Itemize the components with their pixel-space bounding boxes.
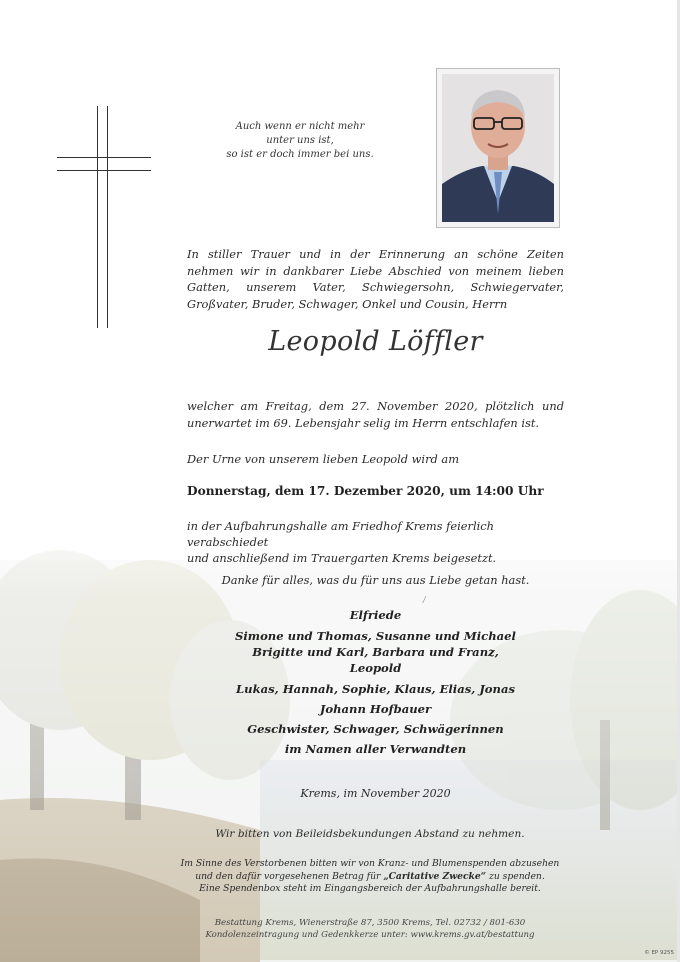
death-notice: welcher am Freitag, dem 27. November 2020, plötzlich und unerwartet im 69. Lebensjahr selig im Herrn entschlafen ist. xyxy=(187,399,564,430)
donation-line: Im Sinne des Verstorbenen bitten wir von Kranz- und Blumenspenden abzusehen xyxy=(180,858,560,869)
memorial-motto xyxy=(200,120,400,162)
condolence-website: Kondolenzeintragung und Gedenkkerze unter: www.krems.gv.at/bestattung xyxy=(205,930,535,940)
donation-note xyxy=(130,858,610,896)
small-mark: / xyxy=(423,595,426,604)
portrait-photo xyxy=(442,74,554,222)
urn-notice: Der Urne von unserem lieben Leopold wird am xyxy=(187,452,460,466)
ceremony-location-line: in der Aufbahrungshalle am Friedhof Krems feierlich verabschiedet xyxy=(187,519,494,549)
funeral-home-address: Bestattung Krems, Wienerstraße 87, 3500 Krems, Tel. 02732 / 801-630 xyxy=(214,918,526,928)
mourner-children: Leopold xyxy=(349,661,402,675)
motto-line: unter uns ist, xyxy=(266,135,334,146)
motto-line: Auch wenn er nicht mehr xyxy=(235,121,365,132)
thanks-line: Danke für alles, was du für uns aus Liebe getan hast. xyxy=(221,573,530,587)
place-date: Krems, im November 2020 xyxy=(300,787,451,800)
deceased-name: Leopold Löffler xyxy=(268,326,483,357)
mourner-father-in-law: Johann Hofbauer xyxy=(319,702,432,716)
mourner-spouse: Elfriede xyxy=(349,608,402,622)
charity-purpose: „Caritative Zwecke“ xyxy=(383,870,487,882)
mourner-children: Brigitte und Karl, Barbara und Franz, xyxy=(252,645,499,659)
cross-vertical-bar xyxy=(97,106,108,328)
mourner-grandchildren: Lukas, Hannah, Sophie, Klaus, Elias, Jonas xyxy=(235,682,516,696)
donation-line: und den dafür vorgesehenen Betrag für „Caritative Zwecke“ zu spenden. xyxy=(195,870,545,882)
print-code: © EP 9255 xyxy=(644,950,674,956)
mourner-siblings: Geschwister, Schwager, Schwägerinnen xyxy=(247,722,504,736)
donation-line: Eine Spendenbox steht im Eingangsbereich der Aufbahrungshalle bereit. xyxy=(199,883,541,894)
ceremony-location-line: und anschließend im Trauergarten Krems beigesetzt. xyxy=(187,551,497,565)
ceremony-date: Donnerstag, dem 17. Dezember 2020, um 14:00 Uhr xyxy=(187,484,544,498)
ceremony-location xyxy=(187,518,567,566)
funeral-home-footer xyxy=(130,917,610,941)
condolence-request: Wir bitten von Beileidsbekundungen Abstand zu nehmen. xyxy=(215,828,525,840)
cross-intersection xyxy=(98,158,107,170)
motto-line: so ist er doch immer bei uns. xyxy=(226,149,374,160)
intro-paragraph: In stiller Trauer und in der Erinnerung an schöne Zeiten nehmen wir in dankbarer Liebe Abschied von meinem lieben Gatten, unserem Vater, Schwiegersohn, Schwiegervater, Großvater, Bruder, Schwager, Onkel und Cousin, Herrn xyxy=(187,247,564,311)
mourner-relatives: im Namen aller Verwandten xyxy=(284,742,467,756)
mourner-children: Simone und Thomas, Susanne und Michael xyxy=(235,629,516,643)
mourners-list xyxy=(187,608,564,756)
portrait-frame xyxy=(436,68,560,228)
